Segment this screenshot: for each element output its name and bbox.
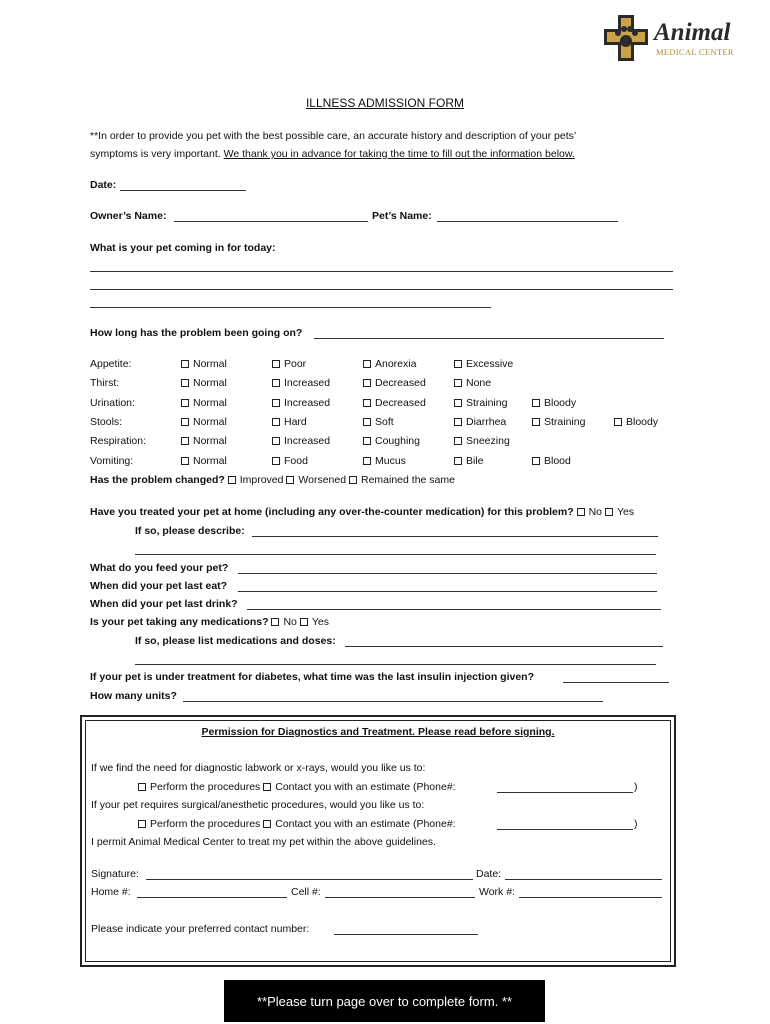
option-label: Bloody [626,416,659,428]
home-phone-label: Home #: [91,886,131,898]
meds-list-field-2[interactable] [135,664,656,665]
option[interactable] [363,377,426,389]
option-no[interactable] [271,616,296,628]
checkbox[interactable] [454,379,462,387]
intro-plain: symptoms is very important. [90,148,224,160]
checkbox[interactable] [577,508,585,516]
surgical-phone-field[interactable] [497,829,633,830]
labwork-question: If we find the need for diagnostic labwork or x-rays, would you like us to: [91,762,426,774]
date-field[interactable] [120,190,246,191]
option[interactable] [272,416,307,428]
paw-cross-icon [604,15,648,61]
option-label: Poor [284,358,307,370]
coming-in-line-1[interactable] [90,271,673,272]
checkbox[interactable] [454,399,462,407]
option-label: Increased [284,435,331,447]
option-label: Straining [466,397,508,409]
clinic-logo [604,15,744,63]
option-label: Normal [193,377,227,389]
option-no[interactable] [577,506,602,518]
option[interactable] [532,455,571,467]
option[interactable] [363,358,416,370]
checkbox[interactable] [181,399,189,407]
describe-field[interactable] [252,536,658,537]
home-phone-field[interactable] [137,897,287,898]
option-label: Bile [466,455,484,467]
preferred-contact-label: Please indicate your preferred contact number: [91,923,310,935]
option[interactable] [272,435,330,447]
option-contact[interactable] [263,818,455,830]
option-label: Blood [544,455,571,467]
option-label: Normal [193,455,227,467]
option-label: Hard [284,416,307,428]
option-label: Normal [193,358,227,370]
option-label: Contact you with an estimate (Phone#: [275,818,456,830]
checkbox[interactable] [363,457,371,465]
meds-list-label: If so, please list medications and doses: [135,635,336,647]
option-label: Decreased [375,397,426,409]
checkbox[interactable] [272,379,280,387]
option[interactable] [181,416,227,428]
checkbox[interactable] [272,418,280,426]
option-label: No [588,506,603,518]
option[interactable] [181,455,227,467]
intro-underlined: We thank you in advance for taking the time to fill out the information below. [223,148,575,160]
checkbox[interactable] [605,508,613,516]
option[interactable] [181,377,227,389]
diabetes-field[interactable] [563,682,669,683]
option[interactable] [454,358,513,370]
permission-heading: Permission for Diagnostics and Treatment. Please read before signing. [201,726,555,738]
work-phone-label: Work #: [479,886,515,898]
option[interactable] [363,455,406,467]
option-perform[interactable] [138,818,260,830]
option[interactable] [181,435,227,447]
home-treat-question: Have you treated your pet at home (including any over-the-counter medication) for this problem? [90,506,574,518]
close-paren: ) [634,818,638,830]
option-label: Yes [311,616,329,628]
option-label: Soft [375,416,394,428]
surgical-options [138,818,456,830]
option-label: Normal [193,416,227,428]
checkbox[interactable] [363,437,371,445]
last-drink-label: When did your pet last drink? [90,598,238,610]
signature-label: Signature: [91,868,139,880]
intro-line-2 [90,148,575,160]
checkbox[interactable] [454,437,462,445]
option-label: Improved [239,474,284,486]
option-label: Increased [284,377,331,389]
checkbox[interactable] [181,360,189,368]
permit-statement: I permit Animal Medical Center to treat my pet within the above guidelines. [91,836,436,848]
symptom-label: Stools: [90,416,123,428]
option[interactable] [363,397,426,409]
option-label: Coughing [375,435,420,447]
checkbox[interactable] [272,457,280,465]
option-label: Sneezing [466,435,510,447]
checkbox[interactable] [454,418,462,426]
option-label: Decreased [375,377,426,389]
checkbox[interactable] [181,457,189,465]
coming-in-label: What is your pet coming in for today: [90,242,276,254]
cell-phone-label: Cell #: [291,886,321,898]
changed-row [90,474,455,486]
symptom-label: Vomiting: [90,455,134,467]
checkbox[interactable] [181,418,189,426]
option-label: Normal [193,435,227,447]
checkbox[interactable] [363,360,371,368]
form-title: ILLNESS ADMISSION FORM [305,96,465,110]
option[interactable] [454,377,491,389]
meds-row [90,616,329,628]
feed-field[interactable] [238,573,657,574]
home-treat-row [90,506,634,518]
checkbox[interactable] [532,457,540,465]
cell-phone-field[interactable] [325,897,475,898]
how-long-label: How long has the problem been going on? [90,327,303,339]
checkbox[interactable] [181,379,189,387]
option-label: Remained the same [361,474,455,486]
checkbox[interactable] [300,618,308,626]
checkbox[interactable] [286,476,294,484]
logo-name: Animal [654,19,731,46]
surgical-question: If your pet requires surgical/anesthetic procedures, would you like us to: [91,799,425,811]
option-label: Diarrhea [466,416,507,428]
owner-name-label: Owner’s Name: [90,210,167,222]
coming-in-line-2[interactable] [90,289,673,290]
checkbox[interactable] [349,476,357,484]
option-label: Increased [284,397,331,409]
option-label: Excessive [466,358,514,370]
option[interactable] [272,358,306,370]
checkbox[interactable] [263,820,271,828]
option[interactable] [454,455,484,467]
checkbox[interactable] [454,457,462,465]
option[interactable] [181,397,227,409]
option[interactable] [454,416,506,428]
option-yes[interactable] [605,506,634,518]
option-label: Normal [193,397,227,409]
checkbox[interactable] [181,437,189,445]
last-eat-label: When did your pet last eat? [90,580,228,592]
checkbox[interactable] [532,399,540,407]
pet-name-field[interactable] [437,221,618,222]
preferred-contact-field[interactable] [334,934,478,935]
option-label: Food [284,455,308,467]
intro-line-1: **In order to provide you pet with the best possible care, an accurate history and description of your pets’ [90,130,577,142]
symptom-label: Respiration: [90,435,147,447]
units-field[interactable] [183,701,603,702]
option-label: Worsened [298,474,347,486]
option[interactable] [286,474,346,486]
close-paren: ) [634,781,638,793]
describe-field-2[interactable] [135,554,656,555]
date-label: Date: [90,179,117,191]
option-label: Contact you with an estimate (Phone#: [275,781,456,793]
sign-date-field[interactable] [505,879,662,880]
checkbox[interactable] [363,399,371,407]
checkbox[interactable] [363,418,371,426]
sign-date-label: Date: [476,868,502,880]
symptom-label: Urination: [90,397,135,409]
work-phone-field[interactable] [519,897,662,898]
how-long-field[interactable] [314,338,664,339]
meds-question: Is your pet taking any medications? [90,616,269,628]
option[interactable] [532,397,576,409]
describe-label: If so, please describe: [135,525,245,537]
diabetes-label: If your pet is under treatment for diabetes, what time was the last insulin injection given? [90,671,534,683]
units-label: How many units? [90,690,177,702]
checkbox[interactable] [263,783,271,791]
changed-question: Has the problem changed? [90,474,225,486]
signature-field[interactable] [146,879,473,880]
option-label: None [466,377,492,389]
option[interactable] [532,416,585,428]
symptom-label: Thirst: [90,377,120,389]
turn-page-banner: **Please turn page over to complete form. ** [224,980,545,1022]
checkbox[interactable] [272,437,280,445]
option-label: Anorexia [375,358,417,370]
option-label: Mucus [375,455,406,467]
option[interactable] [614,416,658,428]
checkbox[interactable] [363,379,371,387]
option[interactable] [272,455,308,467]
last-drink-field[interactable] [247,609,661,610]
option[interactable] [272,397,330,409]
option-label: Perform the procedures [150,818,261,830]
pet-name-label: Pet’s Name: [372,210,432,222]
checkbox[interactable] [614,418,622,426]
option[interactable] [454,397,507,409]
checkbox[interactable] [454,360,462,368]
option[interactable] [228,474,284,486]
checkbox[interactable] [532,418,540,426]
checkbox[interactable] [271,618,279,626]
option[interactable] [349,474,455,486]
coming-in-line-3[interactable] [90,307,491,308]
option[interactable] [181,358,227,370]
meds-list-field[interactable] [345,646,663,647]
labwork-phone-field[interactable] [497,792,633,793]
option[interactable] [363,435,420,447]
last-eat-field[interactable] [238,591,657,592]
symptom-label: Appetite: [90,358,132,370]
option[interactable] [363,416,394,428]
checkbox[interactable] [272,360,280,368]
checkbox[interactable] [228,476,236,484]
labwork-options [138,781,456,793]
option[interactable] [272,377,330,389]
logo-subtitle: MEDICAL CENTER [656,47,734,57]
checkbox[interactable] [272,399,280,407]
owner-name-field[interactable] [174,221,368,222]
feed-label: What do you feed your pet? [90,562,229,574]
option-yes[interactable] [300,616,329,628]
checkbox[interactable] [138,820,146,828]
option-label: Perform the procedures [150,781,261,793]
option-perform[interactable] [138,781,260,793]
option-label: Yes [616,506,635,518]
checkbox[interactable] [138,783,146,791]
option-label: Bloody [544,397,577,409]
option-label: Straining [544,416,586,428]
option-label: No [283,616,297,628]
option[interactable] [454,435,510,447]
option-contact[interactable] [263,781,455,793]
